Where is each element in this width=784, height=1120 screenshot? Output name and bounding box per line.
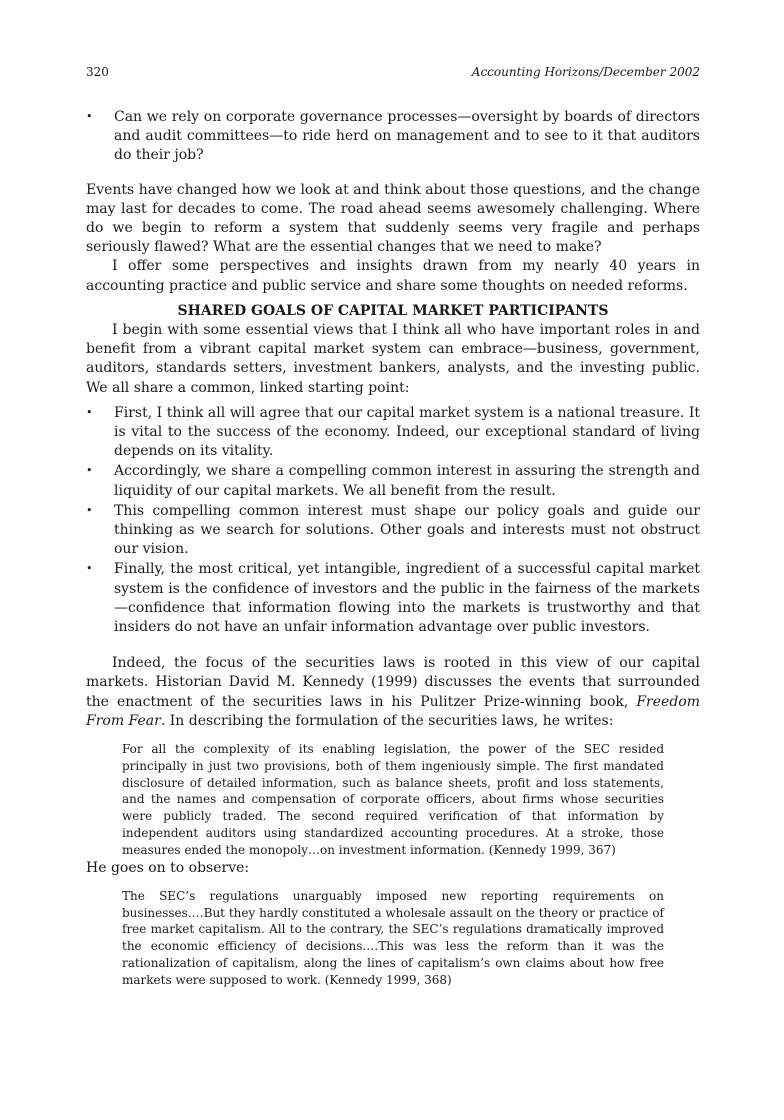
bullet-text: Accordingly, we share a compelling common interest in assuring the strength and liquidity of our capital markets. We all benefit from the result. <box>114 463 700 499</box>
list-item <box>86 502 700 560</box>
list-item <box>86 462 700 500</box>
paragraph: I begin with some essential views that I think all who have important roles in and benefit from a vibrant capital market system can embrace—business, government, auditors, standards setters, investment bankers, analysts, and the investing public. We all share a common, linked starting point: <box>86 322 700 396</box>
goal-bullet-list <box>86 404 700 637</box>
list-item <box>86 404 700 462</box>
paragraph: He goes on to observe: <box>86 859 250 876</box>
bullet-icon: • <box>86 562 93 576</box>
bullet-text: This compelling common interest must shape our policy goals and guide our thinking as we search for solutions. Other goals and interests must not obstruct our vision. <box>114 502 700 558</box>
running-head <box>86 64 700 80</box>
bullet-icon: • <box>86 405 93 419</box>
bullet-text: Can we rely on corporate governance processes—oversight by boards of directors and audit committees—to ride herd on management and to see to it that auditors do their job? <box>114 109 700 164</box>
paragraph: I offer some perspectives and insights drawn from my nearly 40 years in accounting practice and public service and share some thoughts on needed reforms. <box>86 258 700 294</box>
bullet-text: Finally, the most critical, yet intangible, ingredient of a successful capital market system is the confidence of investors and the public in the fairness of the markets—confidence that information flowing into the markets is trustworthy and that insiders do not have an unfair information advantage over public investors. <box>114 561 700 636</box>
bullet-icon: • <box>86 110 93 123</box>
page-number: 320 <box>86 65 109 79</box>
paragraph-text: Indeed, the focus of the securities laws is rooted in this view of our capital markets. Historian David M. Kennedy (1999) discusses the events that surrounded the enactment of the securities laws in his Pulitzer Prize-winning book, <box>86 655 700 710</box>
block-quote: For all the complexity of its enabling legislation, the power of the SEC resided principally in just two provisions, both of them ingeniously simple. The first mandated disclosure of detailed information, such as balance sheets, profit and loss statements, and the names and compensation of corporate officers, about firms whose securities were publicly traded. The second required verification of that information by independent auditors using standardized accounting procedures. At a stroke, those measures ended the monopoly…on investment information. (Kennedy 1999, 367) <box>122 742 664 857</box>
bullet-icon: • <box>86 503 93 517</box>
intro-bullet-list <box>86 108 700 166</box>
bullet-text: First, I think all will agree that our capital market system is a national treasure. It is vital to the success of the economy. Indeed, our exceptional standard of living depends on its vitality. <box>114 404 700 460</box>
list-item <box>86 108 700 166</box>
section-heading: SHARED GOALS OF CAPITAL MARKET PARTICIPANTS <box>177 302 609 319</box>
paragraph <box>86 654 700 731</box>
journal-title: Accounting Horizons/December 2002 <box>471 65 700 79</box>
page <box>86 0 700 1120</box>
book-title: Freedom From Fear <box>86 693 700 729</box>
list-item <box>86 560 700 637</box>
bullet-icon: • <box>86 464 93 478</box>
article-body <box>86 108 700 989</box>
paragraph-text: . In describing the formulation of the securities laws, he writes: <box>160 712 614 729</box>
block-quote: The SEC’s regulations unarguably imposed new reporting requirements on businesses.…But they hardly constituted a wholesale assault on the theory or practice of free market capitalism. All to the contrary, the SEC’s regulations dramatically improved the economic efficiency of decisions.…This was less the reform than it was the rationalization of capitalism, along the lines of capitalism’s own claims about how free markets were supposed to work. (Kennedy 1999, 368) <box>122 888 664 987</box>
paragraph: Events have changed how we look at and think about those questions, and the change may last for decades to come. The road ahead seems awesomely challenging. Where do we begin to reform a system that suddenly seems very fragile and perhaps seriously flawed? What are the essential changes that we need to make? <box>86 181 700 256</box>
